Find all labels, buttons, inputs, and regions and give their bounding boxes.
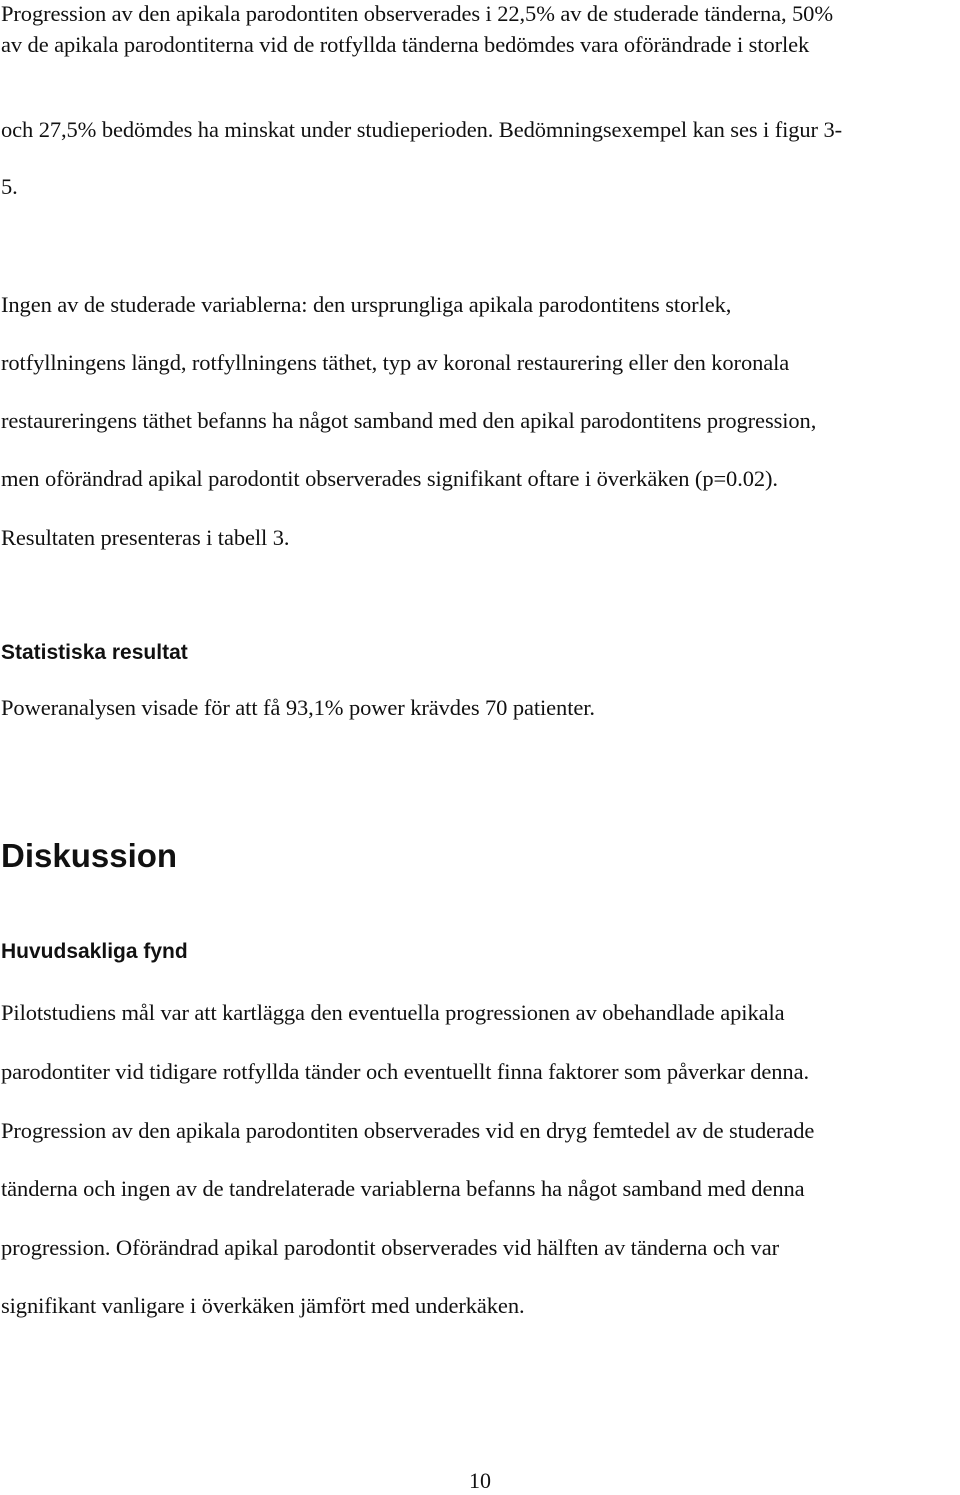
text-line: rotfyllningens längd, rotfyllningens täthet, typ av koronal restaurering eller den koronala: [1, 350, 790, 375]
text-line: Resultaten presenteras i tabell 3.: [1, 525, 290, 550]
text-line: tänderna och ingen av de tandrelaterade variablerna befanns ha något samband med denna: [1, 1176, 805, 1201]
text-line: av de apikala parodontiterna vid de rotfyllda tänderna bedömdes vara oförändrade i storlek: [1, 32, 810, 57]
text-line: och 27,5% bedömdes ha minskat under studieperioden. Bedömningsexempel kan ses i figur 3-: [1, 117, 843, 142]
text-line: restaureringens täthet befanns ha något samband med den apikal parodontitens progression,: [1, 408, 817, 433]
text-line: Progression av den apikala parodontiten observerades vid en dryg femtedel av de studerade: [1, 1118, 815, 1143]
text-line: progression. Oförändrad apikal parodontit observerades vid hälften av tänderna och var: [1, 1235, 779, 1260]
text-line: parodontiter vid tidigare rotfyllda tänder och eventuellt finna faktorer som påverkar denna.: [1, 1059, 809, 1084]
discussion-heading: Diskussion: [1, 837, 178, 874]
statistics-text: Poweranalysen visade för att få 93,1% power krävdes 70 patienter.: [1, 695, 595, 720]
statistics-heading: Statistiska resultat: [1, 641, 188, 664]
main-findings-heading: Huvudsakliga fynd: [1, 940, 188, 963]
text-line: 5.: [1, 174, 18, 199]
text-line: Progression av den apikala parodontiten observerades i 22,5% av de studerade tänderna, 50%: [1, 1, 833, 26]
text-line: men oförändrad apikal parodontit observerades signifikant oftare i överkäken (p=0.02).: [1, 466, 778, 491]
text-line: signifikant vanligare i överkäken jämfört med underkäken.: [1, 1293, 525, 1318]
text-line: Pilotstudiens mål var att kartlägga den eventuella progressionen av obehandlade apikala: [1, 1000, 785, 1025]
page-number: 10: [469, 1468, 491, 1493]
text-line: Ingen av de studerade variablerna: den ursprungliga apikala parodontitens storlek,: [1, 292, 732, 317]
